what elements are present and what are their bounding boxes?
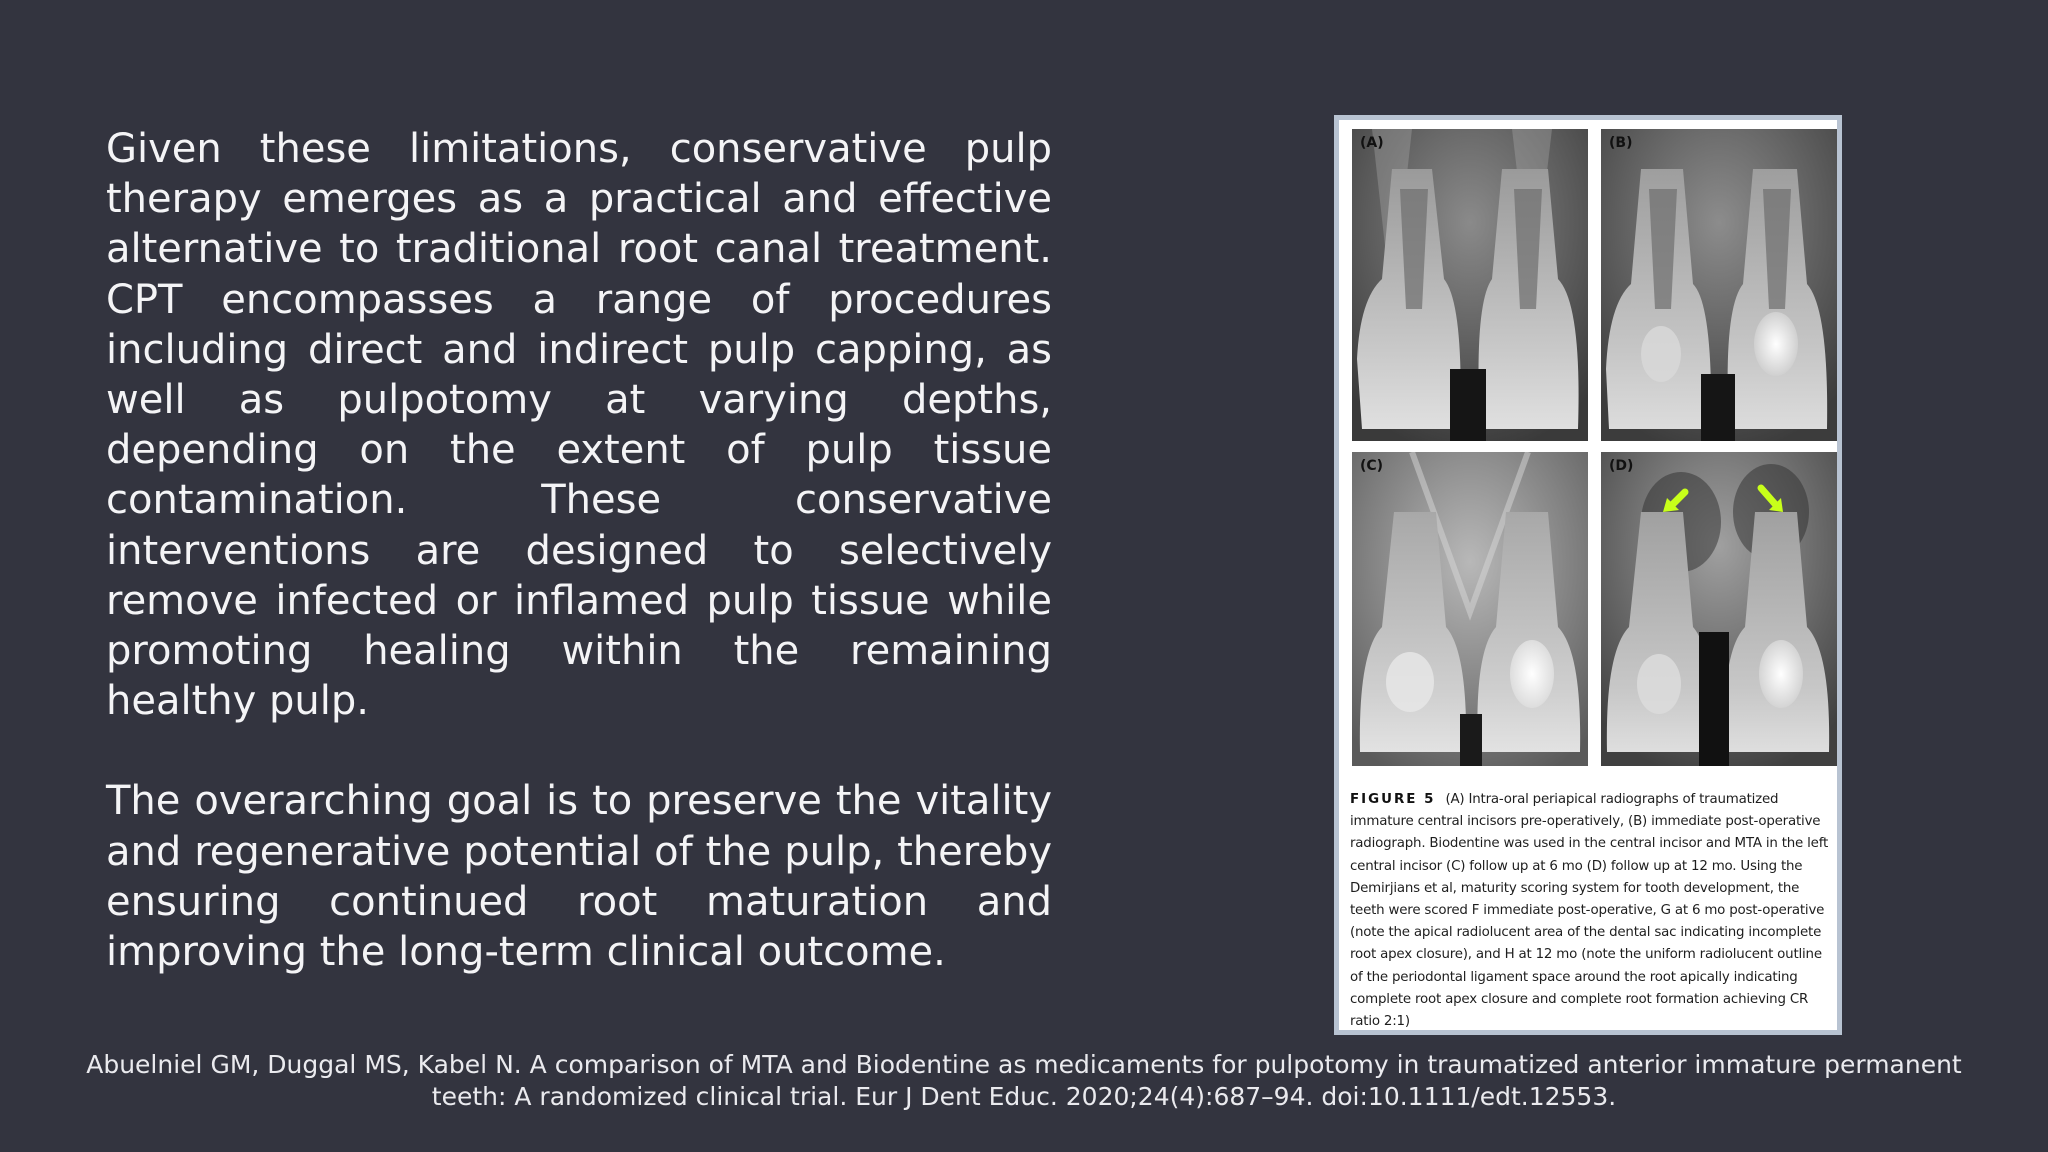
figure-radiographs — [1334, 115, 1842, 1035]
radiograph-image-c — [1352, 452, 1588, 766]
radiograph-panel-c — [1352, 452, 1588, 766]
paragraph-goal: The overarching goal is to preserve the vitality and regenerative potential of the pulp, thereby ensuring continued root maturation and improving the long-term clinical outcome. — [106, 778, 1052, 976]
radiograph-panel-d — [1601, 452, 1837, 766]
radiograph-image-d — [1601, 452, 1837, 766]
citation: Abuelniel GM, Duggal MS, Kabel N. A comparison of MTA and Biodentine as medicaments for pulpotomy in traumatized anterior immature permanent teeth: A randomized clinical trial. Eur J Dent Educ. 2020;24(4):687–94. doi:10.1111/edt.12553. — [86, 1050, 1962, 1111]
figure-caption — [1350, 789, 1836, 1033]
panel-label-b: (B) — [1609, 135, 1633, 151]
paragraph-limitations: Given these limitations, conservative pulp therapy emerges as a practical and effective alternative to traditional root canal treatment. CPT encompasses a range of procedures including direct and indirect pulp capping, as well as pulpotomy at varying depths, depending on the extent of pulp tissue contamination. These conservative interventions are designed to selectively remove infected or inflamed pulp tissue while promoting healing within the remaining healthy pulp. — [106, 126, 1052, 725]
radiograph-panel-a — [1352, 129, 1588, 441]
panel-label-a: (A) — [1360, 135, 1384, 151]
figure-caption-text: (A) Intra-oral periapical radiographs of traumatized immature central incisors pre-operatively, (B) immediate post-operative radiograph. Biodentine was used in the central incisor and MTA in the left central incisor (C) follow up at 6 mo (D) follow up at 12 mo. Using the Demirjians et al, maturity scoring system for tooth development, the teeth were scored F immediate post-operative, G at 6 mo post-operative (note the apical radiolucent area of the dental sac indicating incomplete root apex closure), and H at 12 mo (note the uniform radiolucent outline of the periodontal ligament space around the root apically indicating complete root apex closure and complete root formation achieving CR ratio 2:1) — [1350, 792, 1829, 1030]
panel-label-d: (D) — [1609, 458, 1634, 474]
radiograph-image-a — [1352, 129, 1588, 441]
figure-caption-label: FIGURE 5 — [1350, 792, 1436, 807]
radiograph-panel-b — [1601, 129, 1837, 441]
radiograph-image-b — [1601, 129, 1837, 441]
body-text — [106, 124, 1052, 977]
panel-label-c: (C) — [1360, 458, 1384, 474]
